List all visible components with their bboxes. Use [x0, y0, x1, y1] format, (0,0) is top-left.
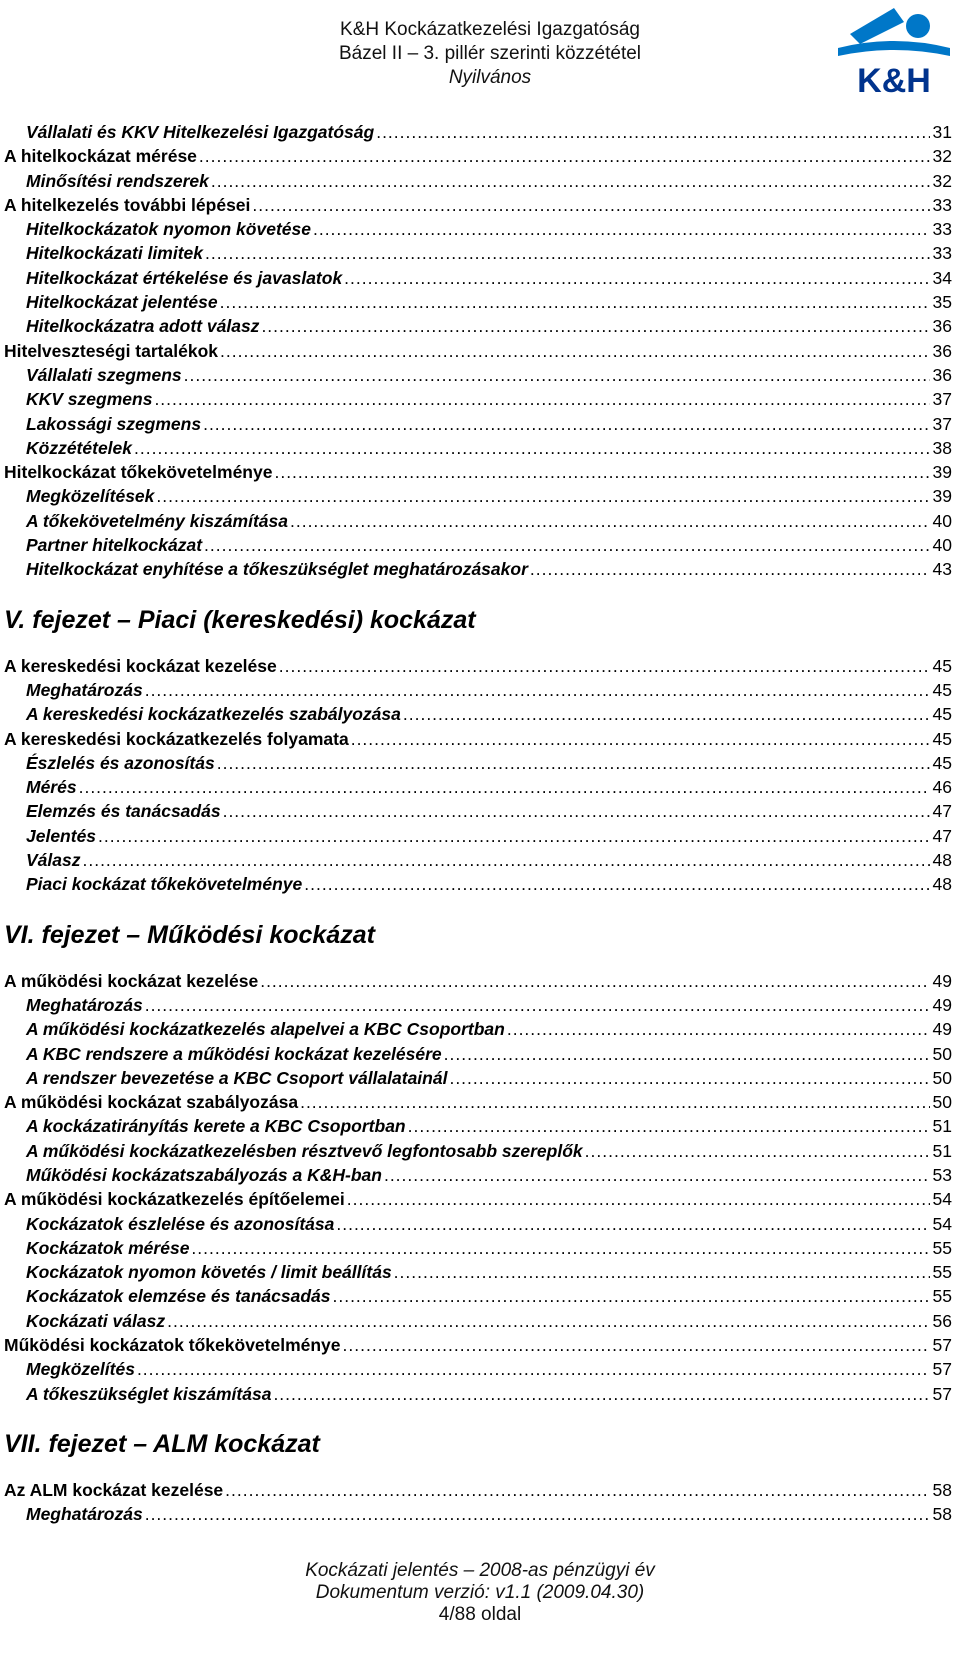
toc-entry[interactable]	[4, 1382, 952, 1406]
toc-entry[interactable]	[4, 1163, 952, 1187]
toc-entry-label: Lakossági szegmens	[26, 413, 202, 434]
toc-leader-dots	[154, 387, 930, 411]
toc-entry-page: 58	[932, 1479, 952, 1500]
toc-entry-label: A működési kockázat kezelése	[4, 970, 259, 991]
toc-entry-label: A hitelkockázat mérése	[4, 146, 197, 167]
toc-leader-dots	[184, 363, 930, 387]
toc-entry[interactable]	[4, 339, 952, 363]
toc-entry[interactable]	[4, 872, 952, 896]
toc-entry-page: 37	[932, 389, 952, 410]
toc-entry[interactable]	[4, 702, 952, 726]
toc-entry-label: Az ALM kockázat kezelése	[4, 1479, 224, 1500]
toc-entry-page: 31	[932, 122, 952, 142]
toc-entry-page: 55	[932, 1237, 952, 1258]
footer-line-2: Dokumentum verzió: v1.1 (2009.04.30)	[315, 1582, 645, 1603]
toc-leader-dots	[167, 1309, 930, 1333]
toc-entry-label: Minősítési rendszerek	[26, 170, 209, 191]
header-line-3: Nyilvános	[448, 67, 532, 88]
toc-entry-label: Meghatározás	[26, 679, 143, 700]
toc-entry-page: 40	[932, 510, 952, 531]
toc-leader-dots	[79, 775, 930, 799]
toc-entry[interactable]	[4, 1090, 952, 1114]
toc-entry[interactable]	[4, 751, 952, 775]
toc-entry-label: Működési kockázatszabályozás a K&H-ban	[26, 1164, 382, 1185]
toc-entry[interactable]	[4, 1502, 952, 1526]
toc-entry-label: Kockázatok nyomon követés / limit beállítás	[26, 1262, 392, 1283]
toc-entry[interactable]	[4, 290, 952, 314]
toc-entry[interactable]	[4, 1187, 952, 1211]
toc-entry-page: 53	[932, 1164, 952, 1185]
toc-entry-label: Meghatározás	[26, 1504, 143, 1525]
toc-entry-page: 45	[932, 679, 952, 700]
toc-entry-label: Működési kockázatok tőkekövetelménye	[4, 1335, 341, 1356]
toc-leader-dots	[530, 557, 930, 581]
toc-leader-dots	[376, 120, 930, 144]
toc-entry[interactable]	[4, 993, 952, 1017]
page-footer	[200, 1560, 760, 1626]
toc-entry-label: Válasz	[26, 850, 81, 871]
toc-entry[interactable]	[4, 654, 952, 678]
toc-leader-dots	[444, 1042, 930, 1066]
toc-leader-dots	[290, 509, 930, 533]
toc-entry-label: Hitelkockázatra adott válasz	[26, 316, 260, 337]
toc-entry[interactable]	[4, 266, 952, 290]
toc-entry-label: Hitelkockázat tőkekövetelménye	[4, 462, 273, 483]
toc-entry-page: 58	[932, 1504, 952, 1525]
toc-entry-page: 49	[932, 970, 952, 991]
toc-leader-dots	[313, 217, 930, 241]
toc-leader-dots	[217, 751, 930, 775]
toc-entry[interactable]	[4, 387, 952, 411]
toc-entry[interactable]	[4, 775, 952, 799]
toc-leader-dots	[347, 1187, 930, 1211]
toc-entry[interactable]	[4, 241, 952, 265]
toc-entry[interactable]	[4, 1017, 952, 1041]
toc-entry-label: Hitelveszteségi tartalékok	[4, 340, 218, 361]
toc-entry-page: 40	[932, 535, 952, 556]
toc-entry-page: 51	[932, 1140, 952, 1161]
toc-entry[interactable]	[4, 1066, 952, 1090]
toc-entry-page: 32	[932, 170, 952, 191]
toc-leader-dots	[220, 339, 930, 363]
toc-entry[interactable]	[4, 799, 952, 823]
chapter-heading[interactable]: VII. fejezet – ALM kockázat	[4, 1429, 320, 1458]
toc-leader-dots	[351, 727, 930, 751]
toc-entry[interactable]	[4, 412, 952, 436]
table-of-contents	[4, 120, 952, 1527]
toc-leader-dots	[223, 799, 930, 823]
toc-leader-dots	[279, 654, 930, 678]
toc-leader-dots	[252, 193, 930, 217]
toc-entry-label: A tőkekövetelmény kiszámítása	[26, 510, 288, 531]
toc-entry-page: 47	[932, 825, 952, 846]
toc-leader-dots	[225, 1478, 930, 1502]
toc-entry-label: Piaci kockázat tőkekövetelménye	[26, 874, 303, 895]
toc-entry-label: A működési kockázatkezelés alapelvei a KBC Csoportban	[26, 1019, 505, 1040]
toc-entry-page: 54	[932, 1189, 952, 1210]
toc-leader-dots	[82, 848, 930, 872]
toc-entry[interactable]	[4, 484, 952, 508]
toc-entry[interactable]	[4, 436, 952, 460]
toc-leader-dots	[145, 678, 930, 702]
toc-entry-page: 34	[932, 267, 952, 288]
toc-entry[interactable]	[4, 193, 952, 217]
toc-entry-page: 54	[932, 1213, 952, 1234]
toc-entry-page: 33	[932, 194, 952, 215]
toc-entry-page: 38	[932, 437, 952, 458]
toc-entry-page: 45	[932, 655, 952, 676]
toc-entry[interactable]	[4, 824, 952, 848]
toc-entry[interactable]	[4, 848, 952, 872]
toc-entry-page: 50	[932, 1043, 952, 1064]
toc-leader-dots	[273, 1382, 930, 1406]
toc-entry[interactable]	[4, 533, 952, 557]
kh-logo	[832, 4, 956, 96]
toc-entry-page: 57	[932, 1383, 952, 1404]
toc-entry-page: 45	[932, 752, 952, 773]
toc-entry-label: Kockázatok észlelése és azonosítása	[26, 1213, 335, 1234]
toc-entry-label: Vállalati és KKV Hitelkezelési Igazgatóság	[26, 122, 375, 142]
toc-entry-label: Elemzés és tanácsadás	[26, 801, 221, 822]
toc-entry-page: 55	[932, 1286, 952, 1307]
toc-entry-label: Meghatározás	[26, 994, 143, 1015]
toc-entry-page: 33	[932, 243, 952, 264]
toc-entry[interactable]	[4, 1139, 952, 1163]
toc-entry-page: 36	[932, 364, 952, 385]
toc-leader-dots	[274, 460, 930, 484]
toc-entry[interactable]	[4, 1284, 952, 1308]
toc-entry[interactable]	[4, 509, 952, 533]
toc-leader-dots	[98, 824, 930, 848]
toc-entry-page: 33	[932, 219, 952, 240]
toc-leader-dots	[260, 969, 930, 993]
toc-entry-page: 45	[932, 704, 952, 725]
toc-leader-dots	[384, 1163, 930, 1187]
toc-leader-dots	[408, 1114, 930, 1138]
toc-entry-label: Közzétételek	[26, 437, 133, 458]
toc-entry-page: 49	[932, 1019, 952, 1040]
toc-entry-label: A működési kockázatkezelés építőelemei	[4, 1189, 345, 1210]
toc-entry-label: A kereskedési kockázat kezelése	[4, 655, 277, 676]
toc-leader-dots	[199, 144, 930, 168]
toc-entry[interactable]	[4, 557, 952, 581]
toc-entry-label: Hitelkockázat jelentése	[26, 292, 218, 313]
chapter-heading[interactable]: V. fejezet – Piaci (kereskedési) kockázat	[4, 605, 476, 634]
toc-entry-label: A működési kockázatkezelésben résztvevő legfontosabb szereplők	[26, 1140, 583, 1161]
footer-line-1: Kockázati jelentés – 2008-as pénzügyi év	[305, 1560, 655, 1581]
toc-entry-label: Hitelkockázati limitek	[26, 243, 204, 264]
toc-leader-dots	[203, 412, 930, 436]
toc-entry[interactable]	[4, 1309, 952, 1333]
toc-entry-page: 48	[932, 874, 952, 895]
toc-entry[interactable]	[4, 1236, 952, 1260]
toc-leader-dots	[304, 872, 930, 896]
toc-leader-dots	[211, 169, 930, 193]
toc-leader-dots	[403, 702, 930, 726]
toc-entry[interactable]	[4, 144, 952, 168]
toc-leader-dots	[585, 1139, 930, 1163]
toc-entry[interactable]	[4, 1260, 952, 1284]
toc-entry-page: 57	[932, 1359, 952, 1380]
toc-entry-label: Kockázatok elemzése és tanácsadás	[26, 1286, 331, 1307]
toc-entry-label: A kockázatirányítás kerete a KBC Csoportban	[26, 1116, 406, 1137]
toc-entry-label: Partner hitelkockázat	[26, 535, 203, 556]
toc-leader-dots	[449, 1066, 930, 1090]
toc-entry-label: Észlelés és azonosítás	[26, 752, 215, 773]
toc-leader-dots	[134, 436, 930, 460]
toc-leader-dots	[137, 1357, 930, 1381]
header-line-2: Bázel II – 3. pillér szerinti közzététel	[338, 43, 642, 64]
toc-entry-label: Hitelkockázat értékelése és javaslatok	[26, 267, 343, 288]
page-header	[230, 18, 750, 90]
toc-entry-label: A működési kockázat szabályozása	[4, 1092, 299, 1113]
toc-entry-page: 45	[932, 728, 952, 749]
toc-entry-page: 37	[932, 413, 952, 434]
toc-entry-label: KKV szegmens	[26, 389, 153, 410]
toc-entry[interactable]	[4, 1333, 952, 1357]
toc-entry-page: 43	[932, 559, 952, 580]
toc-leader-dots	[332, 1284, 930, 1308]
toc-entry[interactable]	[4, 169, 952, 193]
toc-entry-page: 36	[932, 340, 952, 361]
toc-entry-page: 35	[932, 292, 952, 313]
toc-entry-label: Kockázati válasz	[26, 1310, 166, 1331]
toc-leader-dots	[205, 241, 930, 265]
toc-entry[interactable]	[4, 460, 952, 484]
toc-entry-label: Vállalati szegmens	[26, 364, 182, 385]
toc-entry[interactable]	[4, 363, 952, 387]
toc-entry-label: A kereskedési kockázatkezelés folyamata	[4, 728, 349, 749]
toc-entry-page: 50	[932, 1092, 952, 1113]
toc-entry-page: 56	[932, 1310, 952, 1331]
toc-leader-dots	[145, 993, 930, 1017]
toc-leader-dots	[300, 1090, 930, 1114]
toc-entry-label: Megközelítés	[26, 1359, 135, 1380]
toc-entry-page: 32	[932, 146, 952, 167]
toc-entry-page: 39	[932, 486, 952, 507]
toc-entry-label: Hitelkockázatok nyomon követése	[26, 219, 311, 240]
toc-entry-page: 49	[932, 994, 952, 1015]
toc-leader-dots	[145, 1502, 930, 1526]
toc-entry[interactable]	[4, 1357, 952, 1381]
toc-entry-label: Megközelítések	[26, 486, 155, 507]
toc-entry-label: A rendszer bevezetése a KBC Csoport vállalatainál	[26, 1067, 448, 1088]
toc-entry[interactable]	[4, 217, 952, 241]
toc-leader-dots	[507, 1017, 930, 1041]
toc-entry-label: A KBC rendszere a működési kockázat kezelésére	[26, 1043, 442, 1064]
toc-entry[interactable]	[4, 120, 952, 144]
chapter-heading[interactable]: VI. fejezet – Működési kockázat	[4, 920, 375, 949]
toc-leader-dots	[220, 290, 930, 314]
toc-entry-page: 50	[932, 1067, 952, 1088]
toc-entry[interactable]	[4, 1212, 952, 1236]
toc-entry-page: 55	[932, 1262, 952, 1283]
toc-leader-dots	[191, 1236, 930, 1260]
footer-page-number: 4/88 oldal	[438, 1604, 522, 1625]
toc-entry-page: 57	[932, 1335, 952, 1356]
toc-entry[interactable]	[4, 1114, 952, 1138]
toc-entry[interactable]	[4, 678, 952, 702]
toc-entry[interactable]	[4, 969, 952, 993]
toc-entry[interactable]	[4, 1478, 952, 1502]
toc-leader-dots	[156, 484, 930, 508]
toc-entry-page: 46	[932, 777, 952, 798]
toc-entry-label: Hitelkockázat enyhítése a tőkeszükséglet meghatározásakor	[26, 559, 528, 580]
toc-entry[interactable]	[4, 727, 952, 751]
toc-entry-label: A tőkeszükséglet kiszámítása	[26, 1383, 272, 1404]
toc-entry-label: A hitelkezelés további lépései	[4, 194, 251, 215]
toc-entry-page: 47	[932, 801, 952, 822]
header-line-1: K&H Kockázatkezelési Igazgatóság	[340, 19, 640, 40]
toc-entry[interactable]	[4, 1042, 952, 1066]
toc-entry-label: Kockázatok mérése	[26, 1237, 190, 1258]
svg-text:K&H: K&H	[857, 62, 931, 96]
toc-entry-page: 36	[932, 316, 952, 337]
toc-entry[interactable]	[4, 314, 952, 338]
toc-leader-dots	[261, 314, 930, 338]
toc-leader-dots	[344, 266, 930, 290]
toc-entry-page: 48	[932, 850, 952, 871]
toc-leader-dots	[336, 1212, 930, 1236]
toc-leader-dots	[343, 1333, 930, 1357]
toc-entry-page: 39	[932, 462, 952, 483]
toc-entry-label: Mérés	[26, 777, 77, 798]
toc-leader-dots	[204, 533, 930, 557]
toc-entry-label: A kereskedési kockázatkezelés szabályozása	[26, 704, 401, 725]
toc-leader-dots	[394, 1260, 930, 1284]
toc-entry-label: Jelentés	[26, 825, 97, 846]
toc-entry-page: 51	[932, 1116, 952, 1137]
